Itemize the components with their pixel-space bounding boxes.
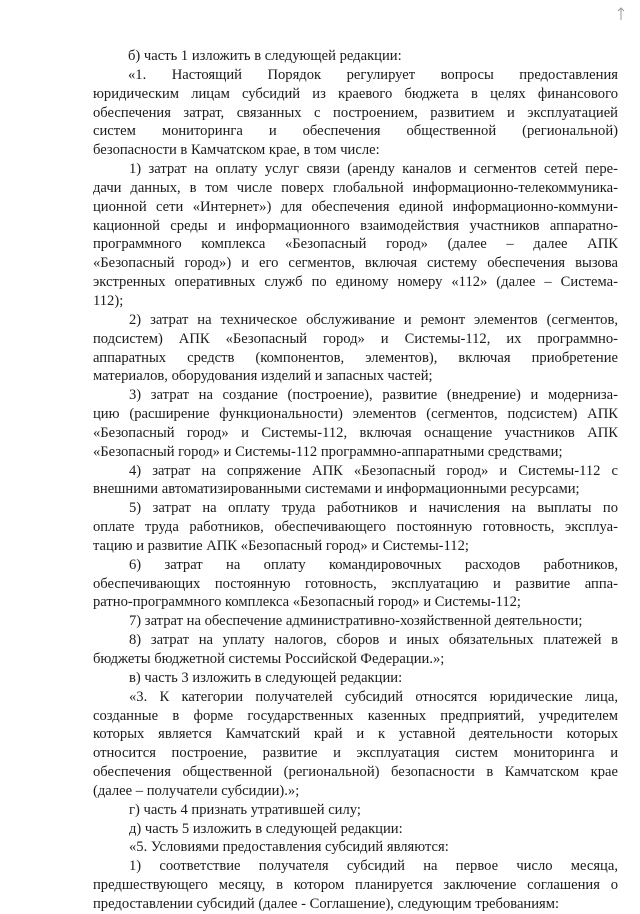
text-line: безопасности в Камчатском крае, в том числе: [93,142,380,159]
text-line: дачи данных, в том числе поверх глобальной информационно-телекоммуника- [93,179,618,196]
text-line: ратно-программного комплекса «Безопасный город» и Системы-112; [93,594,521,611]
text-line: относится построение, развитие и эксплуатация систем мониторинга и [93,745,618,762]
text-line: юридическим лицам субсидий из краевого бюджета в целях финансового [93,85,618,102]
text-line: 3) затрат на создание (построение), развитие (внедрение) и модерниза- [129,387,618,404]
text-line: кационной среды и информационного взаимодействия участников аппаратно- [93,217,618,234]
text-line: аппаратных средств (компонентов, элементов), включая приобретение [93,349,618,366]
text-line: «3. К категории получателей субсидий относятся юридические лица, [129,688,618,705]
text-line: материалов, оборудования изделий и запасных частей; [93,368,433,385]
text-line: 5) затрат на оплату труда работников и начисления на выплаты по [129,500,618,517]
text-line: «Безопасный город» и Системы-112 программно-аппаратными средствами; [93,443,563,460]
text-line: созданные в форме государственных казенных предприятий, учредителем [93,707,618,724]
text-line: «Безопасный город») и его сегментов, включая систему обеспечения вызова [93,255,618,272]
document-body [93,47,618,914]
text-line: д) часть 5 изложить в следующей редакции: [129,820,403,837]
text-line: 4) затрат на сопряжение АПК «Безопасный город» и Системы-112 с [129,462,618,479]
text-line: «1. Настоящий Порядок регулирует вопросы предоставления [128,66,618,83]
text-line: 7) затрат на обеспечение административно-хозяйственной деятельности; [129,613,583,630]
text-line: цию (расширение функциональности) элементов (сегментов, подсистем) АПК [93,406,618,423]
text-line: (далее – получатели субсидии).»; [93,782,300,799]
text-line: 2) затрат на техническое обслуживание и ремонт элементов (сегментов, [129,311,618,328]
text-line: 6) затрат на оплату командировочных расходов работников, [129,556,618,573]
text-line: экстренных оперативных служб по единому номеру «112» (далее – Система- [93,274,618,291]
text-line: подсистем) АПК «Безопасный город» и Системы-112, их программно- [93,330,618,347]
text-line: 1) соответствие получателя субсидий на первое число месяца, [129,858,618,875]
text-line: бюджеты бюджетной системы Российской Федерации.»; [93,651,445,667]
text-line: ционной сети «Интернет») для обеспечения единой информационно-коммуни- [93,198,618,215]
text-line: 8) затрат на уплату налогов, сборов и иных обязательных платежей в [129,632,618,649]
text-line: «Безопасный город» и Системы-112, включая оснащение участников АПК [93,424,618,441]
text-line: обеспечения общественной (региональной) безопасности в Камчатском крае [93,764,618,781]
text-line: обеспечивающих постоянную готовность, эксплуатацию и развитие аппа- [93,575,618,592]
text-line: б) часть 1 изложить в следующей редакции: [128,48,402,64]
text-line: оплате труда работников, обеспечивающего постоянную готовность, эксплуа- [93,519,618,536]
text-line: обеспечения затрат, связанных с построением, развитием и эксплуатацией [93,104,618,121]
text-line: в) часть 3 изложить в следующей редакции: [129,669,403,686]
text-line: систем мониторинга и обеспечения общественной (региональной) [93,123,618,140]
text-line: которых является Камчатский край и к уставной деятельности которых [93,726,618,743]
text-line: тацию и развитие АПК «Безопасный город» и Системы-112; [93,537,469,554]
text-line: предоставлении субсидий (далее - Соглашение), следующим требованиям: [93,895,560,912]
text-line: г) часть 4 признать утратившей силу; [129,801,361,818]
text-line: «5. Условиями предоставления субсидий являются: [129,839,449,856]
corner-mark-icon [616,6,626,22]
text-line: внешними автоматизированными системами и информационными ресурсами; [93,481,580,498]
text-line: 1) затрат на оплату услуг связи (аренду каналов и сегментов сетей пере- [129,161,618,178]
text-line: предшествующего месяцу, в котором планируется заключение соглашения о [93,877,618,894]
text-line: 112); [93,292,124,309]
text-line: программного комплекса «Безопасный город» (далее – далее АПК [93,236,618,253]
